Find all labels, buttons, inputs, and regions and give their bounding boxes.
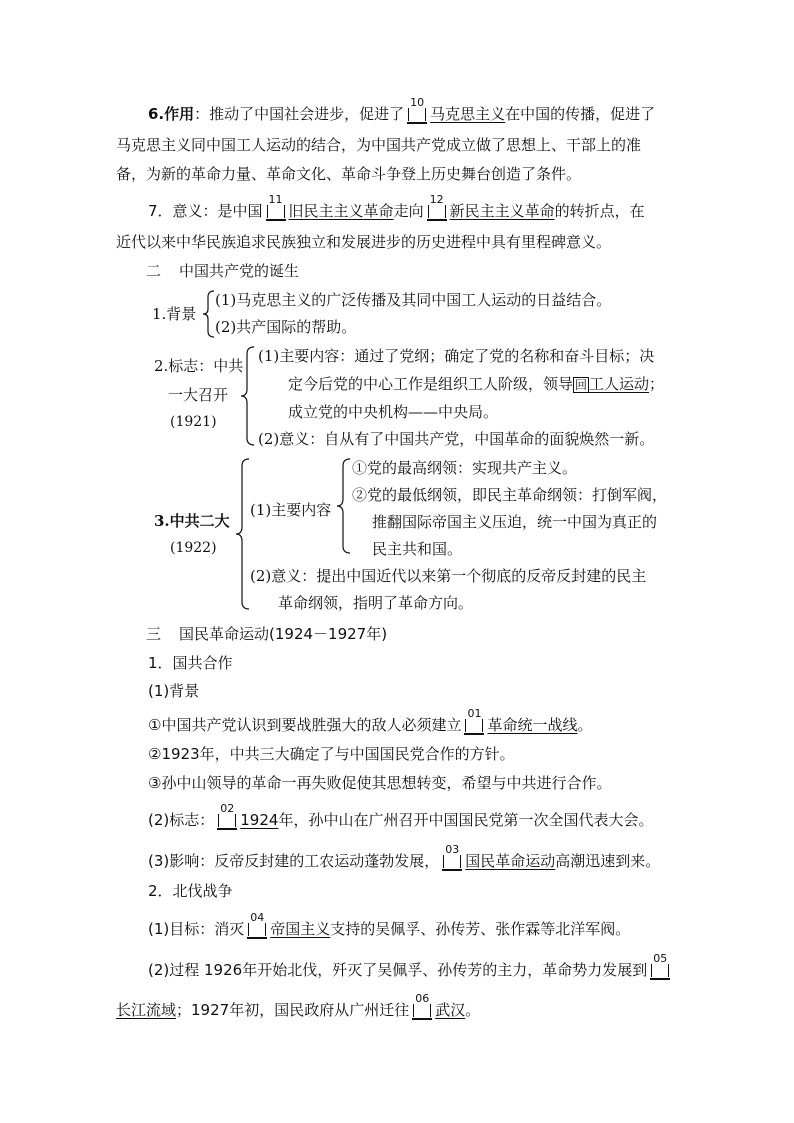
blank-number: 04 <box>250 911 265 924</box>
answer-text: 旧民主主义革命 <box>288 202 394 220</box>
second-item-4: 民主共和国。 <box>372 540 463 558</box>
p6-text-b: 在中国的传播，促进了 <box>505 105 656 123</box>
p6-text-a: ：推动了中国社会进步，促进了 <box>194 105 405 123</box>
coop-line-4b: 年，孙中山在广州召开中国国民党第一次全国代表大会。 <box>278 811 654 829</box>
first-content-2a: 定今后党的中心工作是组织工人阶级，领导 <box>288 375 574 393</box>
coop-line-1b: 。 <box>577 716 593 734</box>
coop-line-5b: 高潮迅速到来。 <box>555 852 661 870</box>
bg-label <box>152 307 196 322</box>
first-content-2 <box>288 377 664 392</box>
coop-line-1a: ①中国共产党认识到要战胜强大的敌人必须建立 <box>148 716 462 734</box>
answer-text: 国民革命运动 <box>465 852 556 870</box>
blank-number: 05 <box>653 952 668 965</box>
p6-lead: 6.作用 <box>148 105 195 123</box>
bg-item-1: (1)马克思主义的广泛传播及其同中国工人运动的日益结合。 <box>215 291 612 309</box>
coop-line-1 <box>148 707 593 734</box>
section-number: 三 <box>146 625 162 643</box>
second-label <box>154 514 230 529</box>
bg-label-text: 1.背景 <box>152 305 197 323</box>
blank-number: 10 <box>410 96 425 109</box>
section-heading-2 <box>146 264 299 279</box>
blank-box-icon <box>218 802 236 827</box>
answer-text: 马克思主义 <box>430 105 506 123</box>
second-meaning-1: (2)意义：提出中国近代以来第一个彻底的反帝反封建的民主 <box>250 567 647 585</box>
north-line-2 <box>148 952 673 979</box>
p7-text-c: 的转折点，在 <box>554 202 645 220</box>
blank-box-icon <box>248 911 266 936</box>
p7-line2: 近代以来中华民族追求民族独立和发展进步的历史进程中具有里程碑意义。 <box>116 233 612 251</box>
blank-box-icon <box>465 707 483 732</box>
second-meaning-2: 革命纲领，指明了革命方向。 <box>278 594 474 612</box>
p6-line1 <box>148 96 656 123</box>
first-content-1: (1)主要内容：通过了党纲；确定了党的名称和奋斗目标；决 <box>258 347 655 365</box>
blank-box-icon <box>408 96 426 121</box>
coop-line-5a: (3)影响：反帝反封建的工农运动蓬勃发展， <box>148 852 440 870</box>
first-content-4: (2)意义：自从有了中国共产党，中国革命的面貌焕然一新。 <box>258 430 655 448</box>
answer-text: 新民主主义革命 <box>449 202 555 220</box>
north-line-1a: (1)目标：消灭 <box>148 920 245 938</box>
coop-title: 1．国共合作 <box>148 654 233 672</box>
section-title: 中国共产党的诞生 <box>179 262 300 280</box>
p7-text-b: 走向 <box>393 202 424 220</box>
blank-box-icon <box>413 992 431 1017</box>
brace-icon <box>202 290 216 338</box>
north-line-1b: 支持的吴佩孚、孙传芳、张作霖等北洋军阀。 <box>330 920 631 938</box>
p7-text-a: 7．意义：是中国 <box>148 202 263 220</box>
north-line-3b: 。 <box>465 1001 481 1019</box>
blank-number: 03 <box>445 843 460 856</box>
second-item-3: 推翻国际帝国主义压迫，统一中国为真正的 <box>372 513 658 531</box>
north-title: 2．北伐战争 <box>148 882 233 900</box>
blank-box-icon <box>443 843 461 868</box>
blank-number: 02 <box>220 802 235 815</box>
blank-box-icon <box>267 193 285 218</box>
north-line-3 <box>116 992 481 1019</box>
p6-line3: 备，为新的革命力量、革命文化、革命斗争登上历史舞台创造了条件。 <box>116 165 582 183</box>
answer-text: 革命统一战线 <box>487 716 578 734</box>
first-label-2: 一大召开 <box>168 386 229 404</box>
second-item-2: ②党的最低纲领，即民主革命纲领：打倒军阀， <box>352 486 668 504</box>
second-item-1: ①党的最高纲领：实现共产主义。 <box>352 459 578 477</box>
blank-box-icon <box>651 952 669 977</box>
blank-number: 06 <box>415 992 430 1005</box>
brace-icon <box>240 346 256 446</box>
section-heading-3 <box>146 627 387 642</box>
coop-bg-title: (1)背景 <box>148 682 200 700</box>
blank-box-icon <box>428 193 446 218</box>
north-line-2a: (2)过程 1926年开始北伐，歼灭了吴佩孚、孙传芳的主力，革命势力发展到 <box>148 961 648 979</box>
brace-icon <box>235 458 251 610</box>
second-sub: (1)主要内容 <box>250 501 332 519</box>
first-year: (1921) <box>170 414 217 430</box>
answer-text: 工人运动 <box>589 375 650 393</box>
coop-line-3: ③孙中山领导的革命一再失败促使其思想转变，希望与中共进行合作。 <box>148 774 612 792</box>
coop-line-2: ②1923年，中共三大确定了与中国国民党合作的方针。 <box>148 745 515 763</box>
first-content-2b: ； <box>649 375 665 393</box>
answer-text: 1924 <box>240 811 279 829</box>
answer-text: 长江流域 <box>116 1001 177 1019</box>
p6-line2: 马克思主义同中国工人运动的结合，为中国共产党成立做了思想上、干部上的准 <box>116 136 642 154</box>
coop-line-4a: (2)标志： <box>148 811 215 829</box>
coop-line-5 <box>148 843 661 870</box>
second-year: (1922) <box>170 540 217 556</box>
blank-number: 01 <box>467 707 482 720</box>
section-number: 二 <box>146 262 162 280</box>
bg-item-2: (2)共产国际的帮助。 <box>215 318 357 336</box>
brace-icon <box>336 458 352 554</box>
north-line-3a: ；1927年初，国民政府从广州迁往 <box>176 1001 410 1019</box>
answer-text: 武汉 <box>435 1001 466 1019</box>
first-label-1: 2.标志：中共 <box>154 357 244 375</box>
answer-text: 帝国主义 <box>270 920 331 938</box>
coop-line-4 <box>148 802 654 829</box>
second-label-text: 3.中共二大 <box>154 512 230 530</box>
north-line-1 <box>148 911 631 938</box>
blank-number: 11 <box>268 193 283 206</box>
p7-line1 <box>148 193 645 220</box>
circled-number-icon: 回 <box>575 378 588 392</box>
first-content-3: 成立党的中央机构——中央局。 <box>288 403 499 421</box>
section-title: 国民革命运动(1924－1927年) <box>179 625 388 643</box>
blank-number: 12 <box>429 193 444 206</box>
